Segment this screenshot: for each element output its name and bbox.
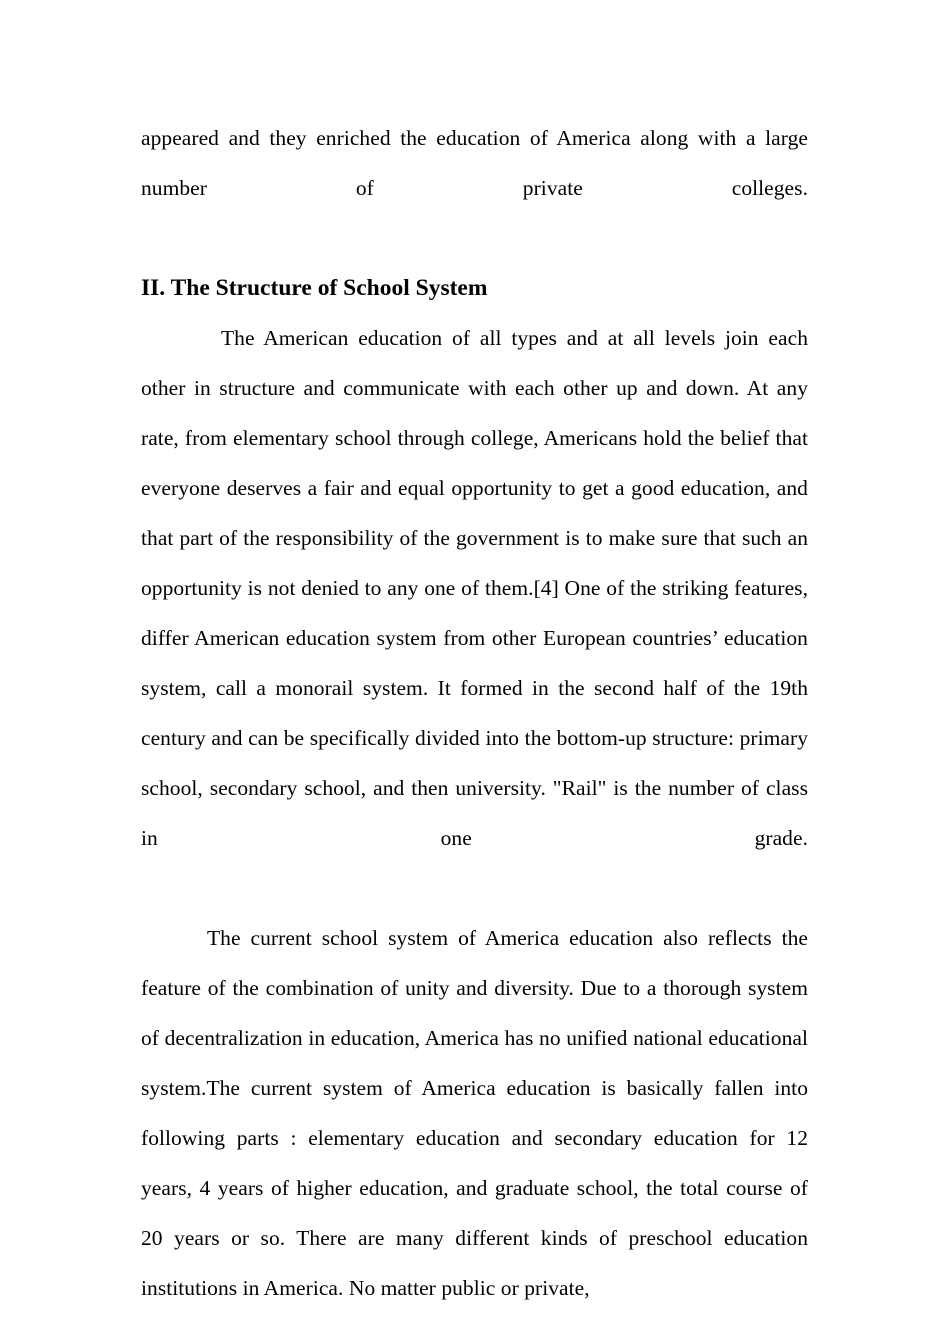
continued-paragraph: appeared and they enriched the education of America along with a large number of private colleges. <box>141 126 808 200</box>
page-content-area <box>141 113 808 1313</box>
paragraph-school-system-structure: The American education of all types and at all levels join each other in structure and communicate with each other up and down. At any rate, from elementary school through college, Americans hold the belief that everyone deserves a fair and equal opportunity to get a good education, and that part of the responsibility of the government is to make sure that such an opportunity is not denied to any one of them.[4] One of the striking features, differ American education system from other European countries’ education system, call a monorail system. It formed in the second half of the 19th century and can be specifically divided into the bottom-up structure: primary school, secondary school, and then university. "Rail" is the number of class in one grade. <box>141 326 808 850</box>
paragraph-current-school-system: The current school system of America education also reflects the feature of the combination of unity and diversity. Due to a thorough system of decentralization in education, America has no unified national educational system.The current system of America education is basically fallen into following parts : elementary education and secondary education for 12 years, 4 years of higher education, and graduate school, the total course of 20 years or so. There are many different kinds of preschool education institutions in America. No matter public or private, <box>141 926 808 1300</box>
section-heading: II. The Structure of School System <box>141 275 488 301</box>
